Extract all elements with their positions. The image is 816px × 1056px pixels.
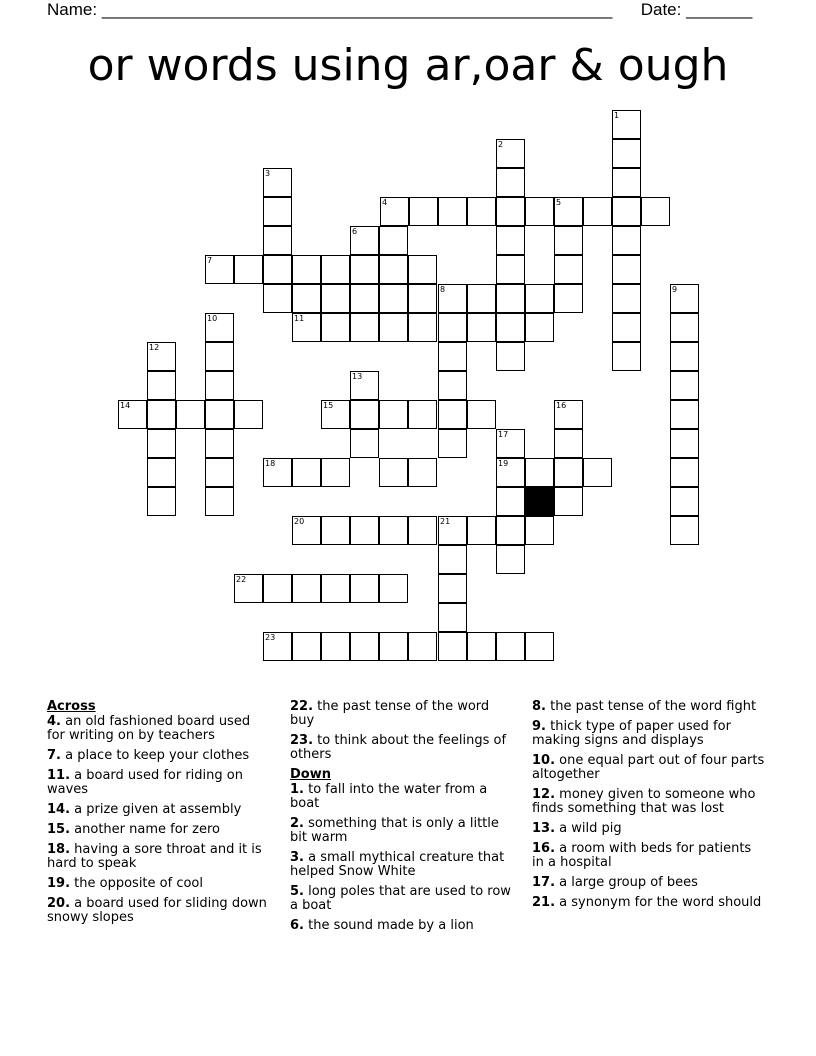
clue-label: 17. bbox=[532, 875, 556, 890]
clue-number: 7 bbox=[207, 256, 213, 265]
grid-cell[interactable] bbox=[554, 255, 583, 284]
grid-cell[interactable] bbox=[292, 574, 321, 603]
clue-text: to think about the feelings of others bbox=[290, 733, 507, 762]
grid-cell-14[interactable] bbox=[118, 400, 147, 429]
grid-cell[interactable] bbox=[554, 487, 583, 516]
grid-cell[interactable] bbox=[292, 255, 321, 284]
grid-cell[interactable] bbox=[379, 226, 408, 255]
clue-number: 17 bbox=[498, 430, 509, 439]
grid-cell[interactable] bbox=[438, 574, 467, 603]
grid-cell[interactable] bbox=[438, 342, 467, 371]
grid-cell[interactable] bbox=[292, 284, 321, 313]
grid-cell[interactable] bbox=[467, 632, 496, 661]
clue-text: a large group of bees bbox=[555, 875, 698, 890]
grid-cell[interactable] bbox=[670, 400, 699, 429]
grid-cell[interactable] bbox=[321, 574, 350, 603]
date-field[interactable]: _______ bbox=[686, 0, 753, 19]
grid-cell[interactable] bbox=[408, 632, 437, 661]
grid-cell-1[interactable] bbox=[612, 110, 641, 139]
down-heading: Down bbox=[290, 767, 331, 782]
grid-cell-20[interactable] bbox=[292, 516, 321, 545]
clue-label: 6. bbox=[290, 918, 304, 933]
clue-number: 20 bbox=[294, 517, 305, 526]
grid-cell[interactable] bbox=[409, 197, 438, 226]
clue-label: 16. bbox=[532, 841, 556, 856]
clue-number: 18 bbox=[265, 459, 276, 468]
clue-label: 12. bbox=[532, 787, 556, 802]
grid-cell[interactable] bbox=[670, 313, 699, 342]
clue-item bbox=[290, 817, 515, 845]
grid-cell[interactable] bbox=[147, 458, 176, 487]
clue-label: 2. bbox=[290, 816, 304, 831]
clue-number: 11 bbox=[294, 314, 305, 323]
clue-item bbox=[47, 823, 272, 837]
clue-number: 10 bbox=[207, 314, 218, 323]
grid-cell-12[interactable] bbox=[147, 342, 176, 371]
grid-cell[interactable] bbox=[234, 400, 263, 429]
grid-cell[interactable] bbox=[438, 371, 467, 400]
grid-cell-11[interactable] bbox=[292, 313, 321, 342]
grid-cell[interactable] bbox=[350, 313, 379, 342]
clue-number: 4 bbox=[382, 198, 388, 207]
grid-cell[interactable] bbox=[234, 255, 263, 284]
clue-label: 14. bbox=[47, 802, 71, 817]
grid-cell[interactable] bbox=[176, 400, 205, 429]
grid-cell[interactable] bbox=[350, 400, 379, 429]
clue-label: 19. bbox=[47, 876, 71, 891]
grid-cell[interactable] bbox=[496, 255, 525, 284]
grid-cell[interactable] bbox=[496, 342, 525, 371]
grid-cell[interactable] bbox=[350, 574, 379, 603]
clue-number: 5 bbox=[556, 198, 562, 207]
grid-cell-10[interactable] bbox=[205, 313, 234, 342]
grid-cell[interactable] bbox=[321, 632, 350, 661]
grid-cell[interactable] bbox=[379, 284, 408, 313]
grid-cell[interactable] bbox=[612, 168, 641, 197]
grid-cell[interactable] bbox=[147, 371, 176, 400]
clue-label: 11. bbox=[47, 768, 71, 783]
clue-text: a room with beds for patients in a hospital bbox=[532, 841, 752, 870]
grid-cell[interactable] bbox=[670, 516, 699, 545]
grid-cell[interactable] bbox=[496, 197, 525, 226]
grid-cell[interactable] bbox=[496, 226, 525, 255]
clue-text: one equal part out of four parts altogether bbox=[532, 753, 765, 782]
clue-text: another name for zero bbox=[70, 822, 220, 837]
clue-label: 8. bbox=[532, 699, 546, 714]
clue-number: 8 bbox=[440, 285, 446, 294]
clue-item bbox=[532, 822, 767, 836]
grid-cell[interactable] bbox=[612, 226, 641, 255]
grid-cell-22[interactable] bbox=[234, 574, 263, 603]
grid-cell-5[interactable] bbox=[554, 197, 583, 226]
grid-cell[interactable] bbox=[438, 313, 467, 342]
clues-column-1 bbox=[47, 700, 272, 931]
clue-item bbox=[532, 720, 767, 748]
grid-cell[interactable] bbox=[350, 429, 379, 458]
clue-label: 3. bbox=[290, 850, 304, 865]
clues-column-3 bbox=[532, 700, 767, 916]
grid-cell[interactable] bbox=[496, 313, 525, 342]
grid-cell[interactable] bbox=[554, 429, 583, 458]
grid-cell-18[interactable] bbox=[263, 458, 292, 487]
grid-cell-13[interactable] bbox=[350, 371, 379, 400]
clue-text: the past tense of the word fight bbox=[545, 699, 757, 714]
grid-cell[interactable] bbox=[379, 632, 408, 661]
grid-cell[interactable] bbox=[496, 168, 525, 197]
grid-cell[interactable] bbox=[147, 487, 176, 516]
clue-text: a board used for sliding down snowy slopes bbox=[47, 896, 267, 925]
grid-cell[interactable] bbox=[438, 632, 467, 661]
grid-cell[interactable] bbox=[147, 429, 176, 458]
grid-cell[interactable] bbox=[670, 342, 699, 371]
clue-item bbox=[532, 842, 767, 870]
grid-cell[interactable] bbox=[583, 197, 612, 226]
clue-text: money given to someone who finds something that was lost bbox=[532, 787, 756, 816]
grid-cell[interactable] bbox=[525, 313, 554, 342]
clue-item bbox=[532, 700, 767, 714]
grid-cell[interactable] bbox=[467, 400, 496, 429]
grid-cell[interactable] bbox=[263, 284, 292, 313]
clue-label: 18. bbox=[47, 842, 71, 857]
clue-item bbox=[47, 803, 272, 817]
clue-number: 12 bbox=[149, 343, 160, 352]
grid-cell[interactable] bbox=[583, 458, 612, 487]
grid-cell[interactable] bbox=[205, 342, 234, 371]
clues-column-2 bbox=[290, 700, 515, 939]
clue-item bbox=[532, 754, 767, 782]
clue-label: 10. bbox=[532, 753, 556, 768]
grid-cell[interactable] bbox=[408, 458, 437, 487]
clue-text: the opposite of cool bbox=[70, 876, 203, 891]
grid-cell[interactable] bbox=[612, 313, 641, 342]
grid-cell[interactable] bbox=[408, 400, 437, 429]
grid-cell-16[interactable] bbox=[554, 400, 583, 429]
grid-cell[interactable] bbox=[350, 284, 379, 313]
clue-number: 22 bbox=[236, 575, 247, 584]
clue-text: a synonym for the word should bbox=[555, 895, 762, 910]
page-title: or words using ar,oar & ough bbox=[87, 40, 729, 91]
grid-cell[interactable] bbox=[554, 458, 583, 487]
grid-cell-8[interactable] bbox=[438, 284, 467, 313]
grid-cell[interactable] bbox=[350, 255, 379, 284]
grid-cell[interactable] bbox=[612, 284, 641, 313]
clue-text: a small mythical creature that helped Snow White bbox=[290, 850, 505, 879]
clue-text: a place to keep your clothes bbox=[60, 748, 250, 763]
clue-number: 13 bbox=[352, 372, 363, 381]
grid-cell[interactable] bbox=[496, 487, 525, 516]
clue-number: 23 bbox=[265, 633, 276, 642]
grid-cell[interactable] bbox=[408, 284, 437, 313]
clue-item bbox=[532, 876, 767, 890]
grid-cell[interactable] bbox=[205, 429, 234, 458]
clue-item bbox=[532, 896, 767, 910]
grid-cell[interactable] bbox=[321, 313, 350, 342]
grid-cell[interactable] bbox=[379, 516, 408, 545]
clue-text: something that is only a little bit warm bbox=[290, 816, 499, 845]
grid-cell[interactable] bbox=[379, 458, 408, 487]
clue-number: 1 bbox=[614, 111, 620, 120]
grid-cell[interactable] bbox=[408, 516, 437, 545]
grid-cell-2[interactable] bbox=[496, 139, 525, 168]
grid-cell-6[interactable] bbox=[350, 226, 379, 255]
clue-label: 13. bbox=[532, 821, 556, 836]
grid-cell[interactable] bbox=[263, 226, 292, 255]
grid-cell[interactable] bbox=[496, 632, 525, 661]
clue-number: 15 bbox=[323, 401, 334, 410]
grid-cell[interactable] bbox=[408, 255, 437, 284]
grid-cell[interactable] bbox=[670, 371, 699, 400]
grid-cell[interactable] bbox=[263, 197, 292, 226]
name-label: Name: bbox=[47, 0, 98, 19]
clue-text: having a sore throat and it is hard to speak bbox=[47, 842, 262, 871]
grid-cell[interactable] bbox=[525, 632, 554, 661]
clue-item bbox=[47, 897, 272, 925]
date-label: Date: bbox=[640, 0, 682, 19]
grid-cell-15[interactable] bbox=[321, 400, 350, 429]
grid-cell[interactable] bbox=[612, 139, 641, 168]
clue-label: 22. bbox=[290, 699, 314, 714]
grid-cell[interactable] bbox=[670, 458, 699, 487]
clue-text: an old fashioned board used for writing on by teachers bbox=[47, 714, 251, 743]
grid-cell-3[interactable] bbox=[263, 168, 292, 197]
grid-cell[interactable] bbox=[467, 197, 496, 226]
grid-cell[interactable] bbox=[554, 226, 583, 255]
grid-cell-7[interactable] bbox=[205, 255, 234, 284]
grid-cell-9[interactable] bbox=[670, 284, 699, 313]
grid-cell-19[interactable] bbox=[496, 458, 525, 487]
clue-label: 7. bbox=[47, 748, 61, 763]
clue-text: the sound made by a lion bbox=[303, 918, 474, 933]
clue-text: a prize given at assembly bbox=[70, 802, 242, 817]
grid-cell[interactable] bbox=[496, 516, 525, 545]
grid-cell[interactable] bbox=[496, 284, 525, 313]
grid-cell[interactable] bbox=[670, 429, 699, 458]
clue-text: a wild pig bbox=[555, 821, 622, 836]
clue-text: thick type of paper used for making signs and displays bbox=[532, 719, 731, 748]
grid-cell[interactable] bbox=[321, 284, 350, 313]
grid-cell[interactable] bbox=[641, 197, 670, 226]
clue-number: 16 bbox=[556, 401, 567, 410]
grid-cell[interactable] bbox=[612, 255, 641, 284]
clue-label: 1. bbox=[290, 782, 304, 797]
clue-item bbox=[47, 877, 272, 891]
grid-cell[interactable] bbox=[263, 255, 292, 284]
grid-cell[interactable] bbox=[438, 603, 467, 632]
clue-number: 2 bbox=[498, 140, 504, 149]
grid-cell[interactable] bbox=[292, 632, 321, 661]
clue-number: 19 bbox=[498, 459, 509, 468]
grid-cell[interactable] bbox=[205, 400, 234, 429]
clue-number: 21 bbox=[440, 517, 451, 526]
grid-cell-17[interactable] bbox=[496, 429, 525, 458]
grid-cell[interactable] bbox=[321, 255, 350, 284]
clue-item bbox=[532, 788, 767, 816]
grid-cell[interactable] bbox=[379, 574, 408, 603]
clue-number: 6 bbox=[352, 227, 358, 236]
clue-item bbox=[290, 885, 515, 913]
clue-item bbox=[290, 700, 515, 728]
grid-cell[interactable] bbox=[205, 371, 234, 400]
grid-cell-21[interactable] bbox=[438, 516, 467, 545]
grid-cell[interactable] bbox=[321, 516, 350, 545]
clue-number: 3 bbox=[265, 169, 271, 178]
grid-cell[interactable] bbox=[350, 516, 379, 545]
grid-cell[interactable] bbox=[525, 458, 554, 487]
grid-cell[interactable] bbox=[292, 458, 321, 487]
clue-number: 14 bbox=[120, 401, 131, 410]
clue-number: 9 bbox=[672, 285, 678, 294]
black-cell bbox=[525, 487, 554, 516]
grid-cell[interactable] bbox=[379, 255, 408, 284]
clue-text: the past tense of the word buy bbox=[290, 699, 490, 728]
clue-item bbox=[47, 769, 272, 797]
clue-text: a board used for riding on waves bbox=[47, 768, 243, 797]
grid-cell[interactable] bbox=[379, 400, 408, 429]
clue-item bbox=[47, 843, 272, 871]
grid-cell[interactable] bbox=[438, 429, 467, 458]
grid-cell[interactable] bbox=[408, 313, 437, 342]
clue-label: 20. bbox=[47, 896, 71, 911]
grid-cell[interactable] bbox=[263, 574, 292, 603]
clue-label: 4. bbox=[47, 714, 61, 729]
grid-cell-4[interactable] bbox=[380, 197, 409, 226]
grid-cell[interactable] bbox=[612, 197, 641, 226]
grid-cell[interactable] bbox=[350, 632, 379, 661]
grid-cell[interactable] bbox=[438, 400, 467, 429]
grid-cell[interactable] bbox=[205, 487, 234, 516]
clue-label: 15. bbox=[47, 822, 71, 837]
clue-item bbox=[47, 749, 272, 763]
grid-cell[interactable] bbox=[612, 342, 641, 371]
clue-item bbox=[290, 734, 515, 762]
across-heading: Across bbox=[47, 699, 96, 714]
clue-item bbox=[290, 919, 515, 933]
clue-label: 9. bbox=[532, 719, 546, 734]
grid-cell[interactable] bbox=[205, 458, 234, 487]
grid-cell[interactable] bbox=[467, 313, 496, 342]
grid-cell-23[interactable] bbox=[263, 632, 292, 661]
grid-cell[interactable] bbox=[496, 545, 525, 574]
grid-cell[interactable] bbox=[321, 458, 350, 487]
clue-item bbox=[290, 851, 515, 879]
name-field[interactable]: ______________________________________________________ bbox=[101, 0, 613, 19]
grid-cell[interactable] bbox=[379, 313, 408, 342]
clue-label: 5. bbox=[290, 884, 304, 899]
clue-text: long poles that are used to row a boat bbox=[290, 884, 511, 913]
grid-cell[interactable] bbox=[525, 284, 554, 313]
grid-cell[interactable] bbox=[438, 545, 467, 574]
clue-text: to fall into the water from a boat bbox=[290, 782, 488, 811]
grid-cell[interactable] bbox=[467, 284, 496, 313]
grid-cell[interactable] bbox=[525, 516, 554, 545]
grid-cell[interactable] bbox=[554, 284, 583, 313]
grid-cell[interactable] bbox=[670, 487, 699, 516]
clue-item bbox=[290, 783, 515, 811]
clue-label: 21. bbox=[532, 895, 556, 910]
grid-cell[interactable] bbox=[147, 400, 176, 429]
clue-item bbox=[47, 715, 272, 743]
grid-cell[interactable] bbox=[467, 516, 496, 545]
clue-label: 23. bbox=[290, 733, 314, 748]
grid-cell[interactable] bbox=[438, 197, 467, 226]
grid-cell[interactable] bbox=[525, 197, 554, 226]
